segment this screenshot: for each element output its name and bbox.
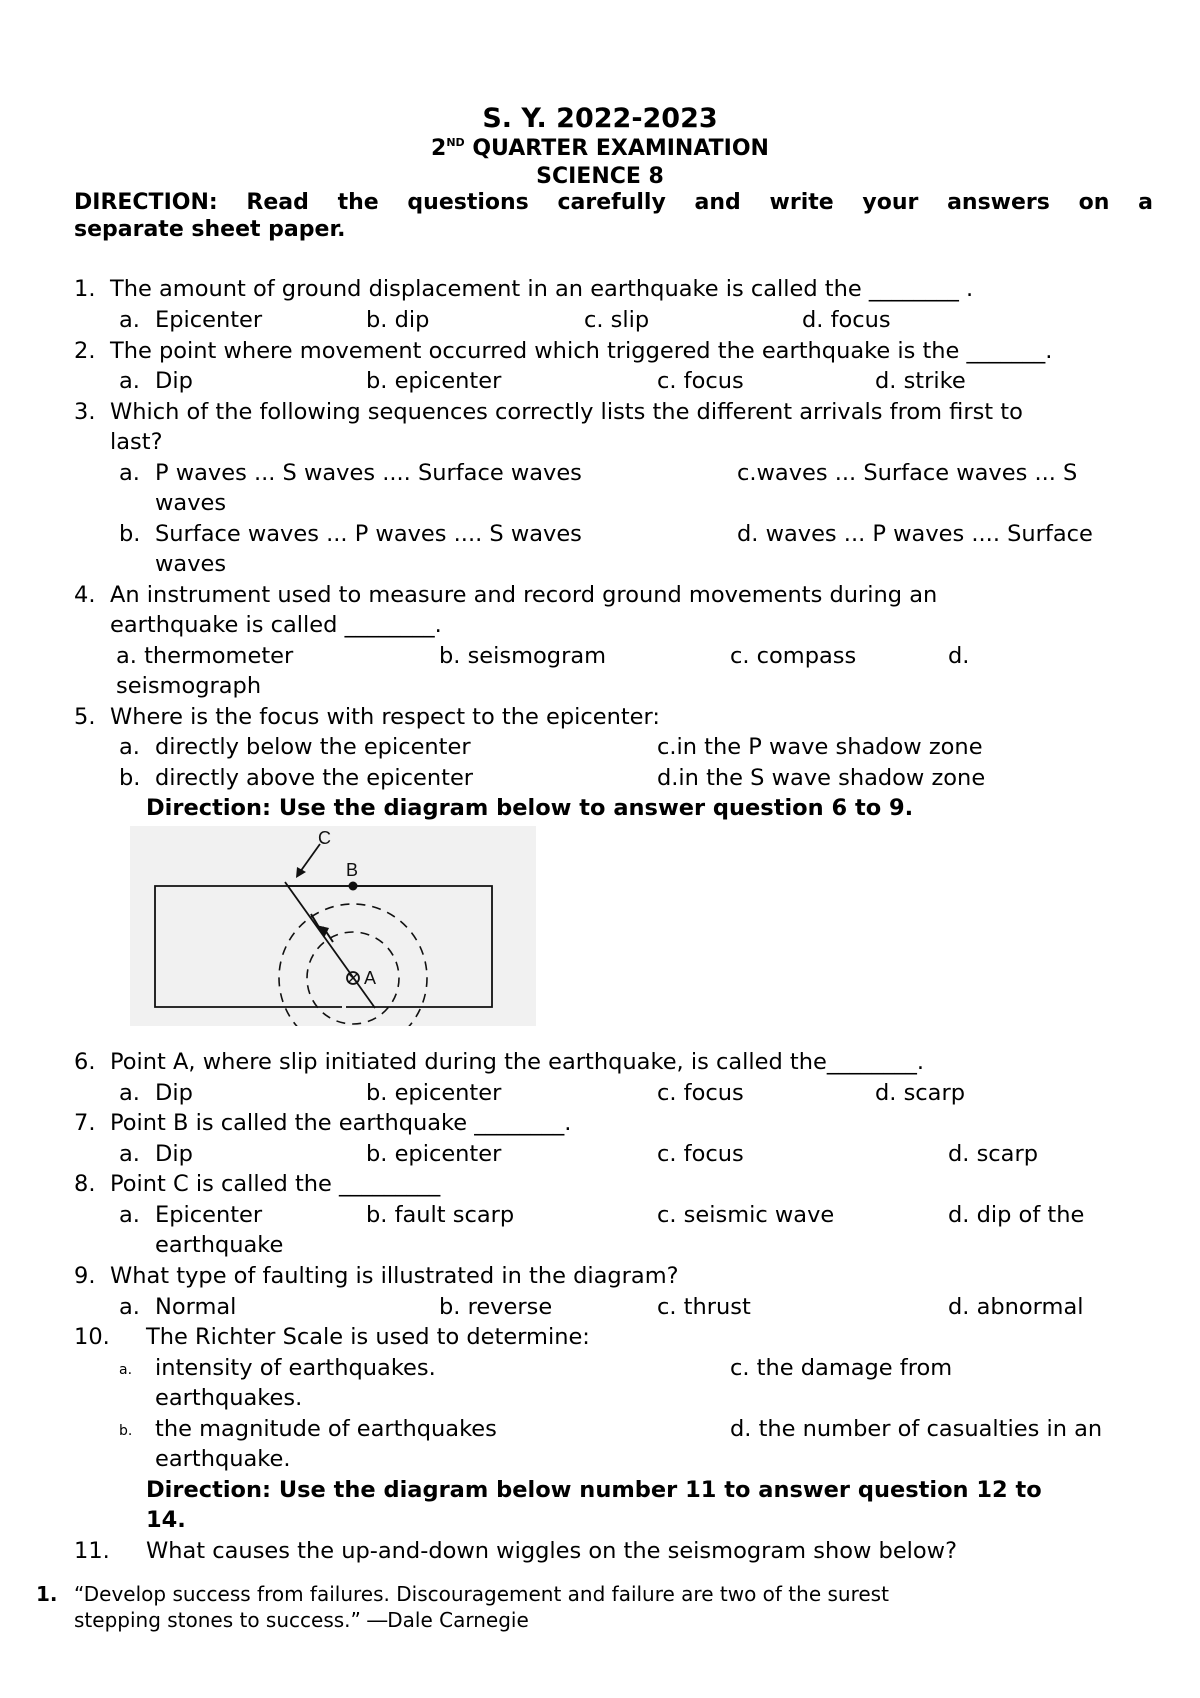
- q8-option-c: c. seismic wave: [657, 1202, 835, 1228]
- q3-number: 3.: [74, 399, 96, 425]
- q1-option-a-letter: a.: [119, 307, 140, 333]
- q7-option-d: d. scarp: [948, 1141, 1038, 1167]
- q3-option-a-letter: a.: [119, 460, 140, 486]
- q3-stem-line1: Which of the following sequences correctly lists the different arrivals from first to: [110, 399, 1023, 425]
- q6-option-d: d. scarp: [875, 1080, 965, 1106]
- q7-option-c: c. focus: [657, 1141, 744, 1167]
- footer-quote-line1: “Develop success from failures. Discouragement and failure are two of the surest: [74, 1582, 889, 1606]
- diagram-label-b: B: [346, 860, 359, 880]
- q5-option-b-letter: b.: [119, 765, 141, 791]
- q10-option-b: the magnitude of earthquakes: [155, 1416, 497, 1442]
- q8-number: 8.: [74, 1171, 96, 1197]
- exam-title: 2ND QUARTER EXAMINATION: [431, 136, 769, 161]
- q9-option-a: Normal: [155, 1294, 237, 1320]
- q10-number: 10.: [74, 1324, 110, 1350]
- direction-word: Read: [246, 190, 309, 215]
- q1-stem: The amount of ground displacement in an earthquake is called the ________ .: [110, 276, 974, 302]
- q9-option-b: b. reverse: [439, 1294, 553, 1320]
- q8-option-b: b. fault scarp: [366, 1202, 515, 1228]
- direction-line-2: separate sheet paper.: [74, 217, 346, 242]
- school-year: S. Y. 2022-2023: [482, 103, 718, 134]
- q3-wrap-1: waves: [155, 490, 227, 516]
- q9-number: 9.: [74, 1263, 96, 1289]
- q7-option-a: Dip: [155, 1141, 193, 1167]
- q7-number: 7.: [74, 1110, 96, 1136]
- q5-number: 5.: [74, 704, 96, 730]
- direction-word: answers: [947, 190, 1050, 215]
- q5-stem: Where is the focus with respect to the epicenter:: [110, 704, 660, 730]
- q6-option-c: c. focus: [657, 1080, 744, 1106]
- footer-number: 1.: [36, 1582, 58, 1606]
- q7-option-a-letter: a.: [119, 1141, 140, 1167]
- q10-option-c: c. the damage from: [730, 1355, 953, 1381]
- q4-option-c: c. compass: [730, 643, 857, 669]
- q8-option-a: Epicenter: [155, 1202, 263, 1228]
- q2-option-a: Dip: [155, 368, 193, 394]
- subject-title: SCIENCE 8: [536, 164, 664, 189]
- q10-wrap-1: earthquakes.: [155, 1385, 303, 1411]
- focus-point-cross: [349, 974, 357, 982]
- q4-option-b: b. seismogram: [439, 643, 607, 669]
- q10-option-a: intensity of earthquakes.: [155, 1355, 436, 1381]
- direction-line-1: [74, 190, 1153, 215]
- q3-option-b-letter: b.: [119, 521, 141, 547]
- epicenter-point-marker: [349, 882, 358, 891]
- q3-stem-line2: last?: [110, 429, 163, 455]
- q2-option-c: c. focus: [657, 368, 744, 394]
- q1-option-a: Epicenter: [155, 307, 263, 333]
- q10-stem: The Richter Scale is used to determine:: [146, 1324, 590, 1350]
- direction-block: [74, 190, 1153, 242]
- q3-option-d: d. waves ... P waves .... Surface: [737, 521, 1093, 547]
- label-c-pointer: [296, 844, 320, 878]
- q10-option-d: d. the number of casualties in an: [730, 1416, 1103, 1442]
- footer-quote-line2: stepping stones to success.” ―Dale Carnegie: [74, 1608, 529, 1632]
- q10-option-b-letter: b.: [119, 1423, 133, 1439]
- direction-word: and: [694, 190, 741, 215]
- fault-arrows: [311, 914, 333, 942]
- q9-stem: What type of faulting is illustrated in the diagram?: [110, 1263, 679, 1289]
- diagram-label-a: A: [364, 968, 377, 988]
- q2-option-d: d. strike: [875, 368, 966, 394]
- q6-option-a: Dip: [155, 1080, 193, 1106]
- seismogram-direction-line1: Direction: Use the diagram below number 11 to answer question 12 to: [146, 1477, 1042, 1503]
- q6-option-b: b. epicenter: [366, 1080, 502, 1106]
- q10-wrap-2: earthquake.: [155, 1446, 291, 1472]
- q2-option-b: b. epicenter: [366, 368, 502, 394]
- direction-word: on: [1078, 190, 1110, 215]
- q8-wrap: earthquake: [155, 1232, 284, 1258]
- q7-stem: Point B is called the earthquake ________.: [110, 1110, 572, 1136]
- q2-number: 2.: [74, 338, 96, 364]
- q1-option-c: c. slip: [584, 307, 650, 333]
- q9-option-c: c. thrust: [657, 1294, 751, 1320]
- q3-wrap-2: waves: [155, 551, 227, 577]
- q4-number: 4.: [74, 582, 96, 608]
- hanging-wall-block-outline: [155, 886, 420, 1007]
- q7-option-b: b. epicenter: [366, 1141, 502, 1167]
- q5-option-c: c.in the P wave shadow zone: [657, 734, 983, 760]
- q3-option-a: P waves ... S waves .... Surface waves: [155, 460, 582, 486]
- q5-option-b: directly above the epicenter: [155, 765, 474, 791]
- q3-option-b: Surface waves ... P waves .... S waves: [155, 521, 582, 547]
- q4-wrap: seismograph: [116, 673, 262, 699]
- q5-option-a: directly below the epicenter: [155, 734, 471, 760]
- fault-plane-line: [285, 882, 375, 1008]
- q6-stem: Point A, where slip initiated during the earthquake, is called the________.: [110, 1049, 924, 1075]
- q1-option-b: b. dip: [366, 307, 430, 333]
- q11-number: 11.: [74, 1538, 110, 1564]
- direction-word: carefully: [557, 190, 666, 215]
- q10-option-a-letter: a.: [119, 1362, 133, 1378]
- direction-word: a: [1138, 190, 1153, 215]
- q1-number: 1.: [74, 276, 96, 302]
- direction-word: questions: [407, 190, 529, 215]
- q8-option-d: d. dip of the: [948, 1202, 1085, 1228]
- q8-stem: Point C is called the _________: [110, 1171, 441, 1197]
- q3-option-c: c.waves ... Surface waves ... S: [737, 460, 1078, 486]
- diagram-direction: Direction: Use the diagram below to answer question 6 to 9.: [146, 795, 914, 821]
- q2-option-a-letter: a.: [119, 368, 140, 394]
- q5-option-d: d.in the S wave shadow zone: [657, 765, 986, 791]
- q4-option-a: a. thermometer: [116, 643, 294, 669]
- diagram-label-c: C: [318, 828, 331, 848]
- q9-option-a-letter: a.: [119, 1294, 140, 1320]
- direction-word: write: [769, 190, 834, 215]
- q1-option-d: d. focus: [802, 307, 891, 333]
- q4-option-d: d.: [948, 643, 970, 669]
- direction-word: the: [337, 190, 379, 215]
- q8-option-a-letter: a.: [119, 1202, 140, 1228]
- q4-stem-line1: An instrument used to measure and record ground movements during an: [110, 582, 938, 608]
- direction-word: DIRECTION:: [74, 190, 218, 215]
- q5-option-a-letter: a.: [119, 734, 140, 760]
- q4-stem-line2: earthquake is called ________.: [110, 612, 442, 638]
- q6-number: 6.: [74, 1049, 96, 1075]
- q6-option-a-letter: a.: [119, 1080, 140, 1106]
- fault-diagram: [130, 826, 536, 1026]
- q9-option-d: d. abnormal: [948, 1294, 1084, 1320]
- q11-stem: What causes the up-and-down wiggles on the seismogram show below?: [146, 1538, 958, 1564]
- q2-stem: The point where movement occurred which triggered the earthquake is the _______.: [110, 338, 1053, 364]
- direction-word: your: [862, 190, 919, 215]
- seismogram-direction-line2: 14.: [146, 1507, 186, 1533]
